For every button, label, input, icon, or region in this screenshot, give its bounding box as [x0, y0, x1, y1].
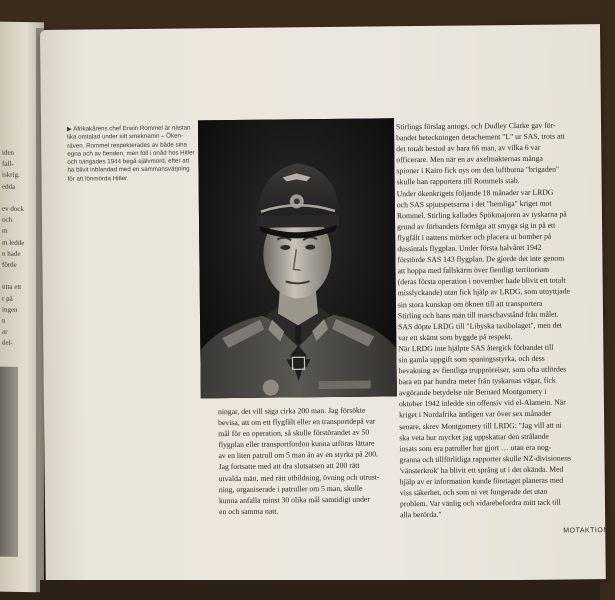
text-line: senare, skrev Montgomery till LRDG: "Jag vill att ni	[399, 420, 562, 431]
left-text-fragment: del-	[2, 339, 13, 348]
text-line: När LRDG inte hjälpte SAS återgick förbandet till	[398, 342, 554, 354]
right-page	[40, 24, 615, 585]
body-text-bottom	[218, 404, 409, 517]
text-line: hjälp av er information kunde företaget planeras med	[399, 475, 564, 487]
text-line: utvalda män, med rätt utbildning, övning och utrust-	[218, 472, 380, 483]
left-text-fragment: ar	[2, 327, 8, 336]
text-line: att hoppa med fallskärm över fientligt territorium	[397, 264, 550, 276]
text-line: Jag fortsatte med att dra slutsatsen att 200 rätt	[218, 461, 360, 472]
text-line: insats som era patruller har gjort … utan era nog-	[399, 442, 552, 453]
left-text-fragment: utta ett	[2, 283, 22, 292]
text-line: problem. Var vänlig och vidarebefordra mitt tack till	[399, 497, 561, 509]
text-line: förstörde SAS 143 flygplan. De gjorde det inte genom	[397, 253, 565, 265]
text-line: bevisa, att om ett flygfält eller en transportdepå var	[218, 416, 376, 428]
left-text-fragment: m	[2, 227, 8, 236]
text-line: granna och tillförlitliga rapporter skulle NZ-divisionens	[399, 453, 571, 465]
text-line: Stirlings förslag antogs, och Dudley Clarke gav för-	[395, 120, 556, 132]
text-line: avgörande betydelse när Bernard Montgomery i	[398, 386, 547, 398]
text-line: av en liten patrull om 5 man än av en styrka på 200.	[218, 449, 378, 461]
caption-line: för att lönmörda Hitler.	[67, 174, 129, 183]
text-line: var ett skämt som byggde på respekt.	[398, 331, 513, 343]
text-line: sin stora kunskap om öknen till att transportera	[397, 298, 543, 309]
text-line: (deras första operation i november hade blivit ett totalt	[397, 275, 566, 287]
text-line: 'vänsterkrok' ha blivit ett språng ut i det okända. Med	[399, 464, 564, 476]
left-text-fragment: förde	[2, 260, 17, 269]
text-line: dussintals flygplan. Under första halvåret 1942	[397, 242, 542, 254]
text-line: Rommel. Stirling kallades Spökmajoren av tyskarna på	[396, 209, 567, 221]
text-line: oktober 1942 inledde sin offensiv vid el-Alamein. När	[398, 397, 566, 409]
text-line: bandet beteckningen detachement "L" ur SAS, trots att	[396, 131, 565, 143]
left-text-fragment: r på	[2, 294, 13, 303]
text-line: officerare. Men när en av axelmakternas många	[396, 154, 543, 165]
left-text-fragment: ingen	[2, 305, 18, 314]
caption-line: lika omtalad under sitt smeknamn – Öken-	[67, 132, 184, 142]
portrait-illustration	[198, 118, 397, 398]
left-text-fragment: iskrig.	[2, 171, 20, 180]
text-line: ningar, det vill säga cirka 200 man. Jag försökte	[217, 405, 366, 417]
text-line: bevakning av fientliga truppröreiser, som ofta utfördes	[398, 364, 567, 376]
left-text-fragment: ev dock	[2, 204, 24, 214]
left-text-fragment: fall-	[2, 159, 14, 169]
text-line: alla berörda."	[400, 510, 442, 520]
text-line: viss säkerhet, och som ni vet fungerade det utan	[399, 486, 548, 498]
photo-caption	[67, 124, 198, 183]
text-line: Stirling och hans män till marschavstånd från målet.	[397, 309, 559, 320]
text-line: ska veta hur mycket jag uppskattar den strålande	[399, 431, 549, 442]
text-line: sin gamla uppgift som spaningsstyrka, och dess	[398, 353, 545, 365]
caption-line: räven. Rommel respekterades av både sina	[67, 141, 187, 150]
text-line: flygplan eller transportfordon kunna utföras lättare	[218, 438, 375, 450]
text-line: skulle han rapportera till Rommels stab.	[396, 176, 520, 187]
text-line: bara ett par hundra meter från tyskarnas vägar, fick	[398, 375, 556, 387]
text-line: spioner i Kairo fick nys om den luftburna "brigaden"	[396, 164, 560, 176]
portrait-photo	[198, 118, 397, 398]
text-line: SAS döpte LRDG till "Libyska taxibolaget", men det	[398, 320, 563, 331]
text-line: kunna anfalla minst 30 olika mål samtidigt under	[218, 494, 370, 505]
caption-line: egna och av fienden, men föll i onåd hos Hitler	[67, 149, 195, 158]
text-line: grund av förbandets förmåga att smyga sig in på ett	[397, 220, 556, 232]
text-line: kriget i Nordafrika äntligen var över sex månader	[399, 409, 552, 420]
text-line: mål för en operation, så skulle förstörandet av 50	[218, 427, 370, 439]
left-page-text	[0, 22, 44, 348]
text-line: flygfält i nattens mörker och placera ut bomber på	[397, 231, 552, 243]
left-text-fragment: n hade	[2, 249, 21, 258]
text-line: Under ökenkrigets följande 18 månader var LRDG	[396, 187, 554, 198]
text-line: misslyckande) utan fick hjälp av LRDG, som utnyttjade	[397, 286, 570, 298]
left-text-fragment: n	[2, 316, 6, 325]
left-page-photo	[0, 367, 18, 557]
text-line: det totalt bestod av bara 66 man, av vilka 6 var	[396, 142, 541, 154]
table-edge	[40, 580, 600, 600]
body-text-right	[396, 119, 610, 521]
left-text-fragment: iden	[2, 148, 15, 157]
running-head: MOTAKTIONE	[563, 527, 615, 535]
left-text-fragment: edda	[2, 182, 16, 191]
caption-line: ▶ Afrikakårens chef Erwin Rommel är nästan	[67, 124, 191, 133]
text-line: ning, organiserade i patruller om 5 man, skulle	[218, 483, 363, 494]
caption-line: och tvingades 1944 begå självmord, efter att	[67, 157, 190, 166]
left-text-fragment: och	[2, 215, 13, 225]
text-line: en och samma natt.	[219, 506, 279, 516]
caption-line: ha blivit inblandad med en sammansvärjning	[67, 165, 190, 175]
left-text-fragment: m ledde	[2, 238, 25, 247]
text-line: och SAS spjutspetsarna i det "hemliga" kriget mot	[396, 198, 552, 209]
